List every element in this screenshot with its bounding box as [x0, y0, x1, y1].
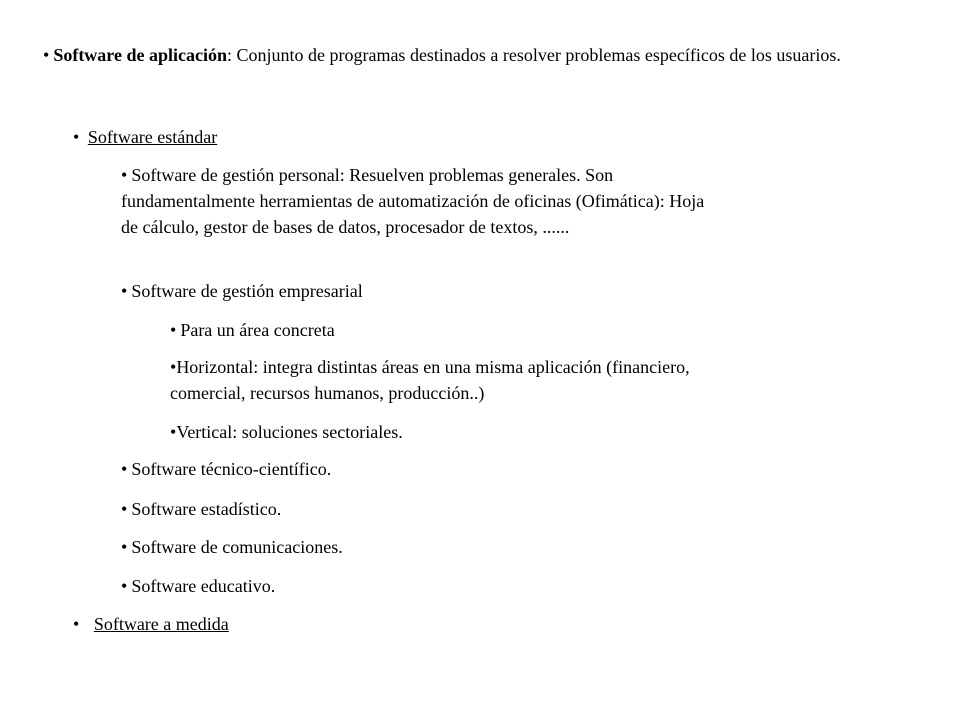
- horizontal-text: Horizontal: integra distintas áreas en una misma aplicación (financiero, comercial, recursos humanos, producción..): [170, 357, 690, 403]
- bullet: •: [170, 422, 177, 442]
- gestion-personal-text: Software de gestión personal: Resuelven problemas generales. Son fundamentalmente herramientas de automatización de oficinas (Ofimática): Hoja de cálculo, gestor de bases de datos, procesador de textos, ......: [121, 165, 705, 237]
- software-estandar-item: [73, 124, 217, 150]
- software-estandar-link[interactable]: Software estándar: [87, 127, 218, 147]
- software-medida-item: [73, 611, 229, 637]
- bullet: •: [121, 281, 128, 301]
- comunicaciones-item: [121, 534, 343, 560]
- software-medida-link[interactable]: Software a medida: [93, 614, 229, 634]
- area-concreta-item: [170, 317, 335, 343]
- bullet: •: [73, 127, 80, 147]
- gestion-personal-item: [121, 162, 721, 240]
- gestion-empresarial-text: Software de gestión empresarial: [131, 281, 363, 301]
- area-concreta-text: Para un área concreta: [180, 320, 335, 340]
- estadistico-item: [121, 496, 281, 522]
- bullet: •: [121, 459, 128, 479]
- tecnico-text: Software técnico-científico.: [131, 459, 332, 479]
- bullet: •: [121, 537, 128, 557]
- tecnico-item: [121, 456, 331, 482]
- bullet: •: [121, 576, 128, 596]
- gestion-empresarial-item: [121, 278, 363, 304]
- educativo-text: Software educativo.: [131, 576, 276, 596]
- bullet: •: [170, 357, 177, 377]
- educativo-item: [121, 573, 275, 599]
- vertical-text: Vertical: soluciones sectoriales.: [176, 422, 403, 442]
- comunicaciones-text: Software de comunicaciones.: [131, 537, 343, 557]
- vertical-item: [170, 419, 403, 445]
- bullet: •: [43, 45, 50, 65]
- bullet: •: [121, 499, 128, 519]
- bullet: •: [73, 614, 80, 634]
- estadistico-text: Software estadístico.: [131, 499, 282, 519]
- bullet: •: [121, 165, 128, 185]
- horizontal-item: [170, 354, 730, 406]
- bullet: •: [170, 320, 177, 340]
- intro-term: Software de aplicación: [53, 45, 227, 65]
- intro-text: : Conjunto de programas destinados a resolver problemas específicos de los usuarios.: [226, 45, 841, 65]
- intro-paragraph: [43, 42, 893, 68]
